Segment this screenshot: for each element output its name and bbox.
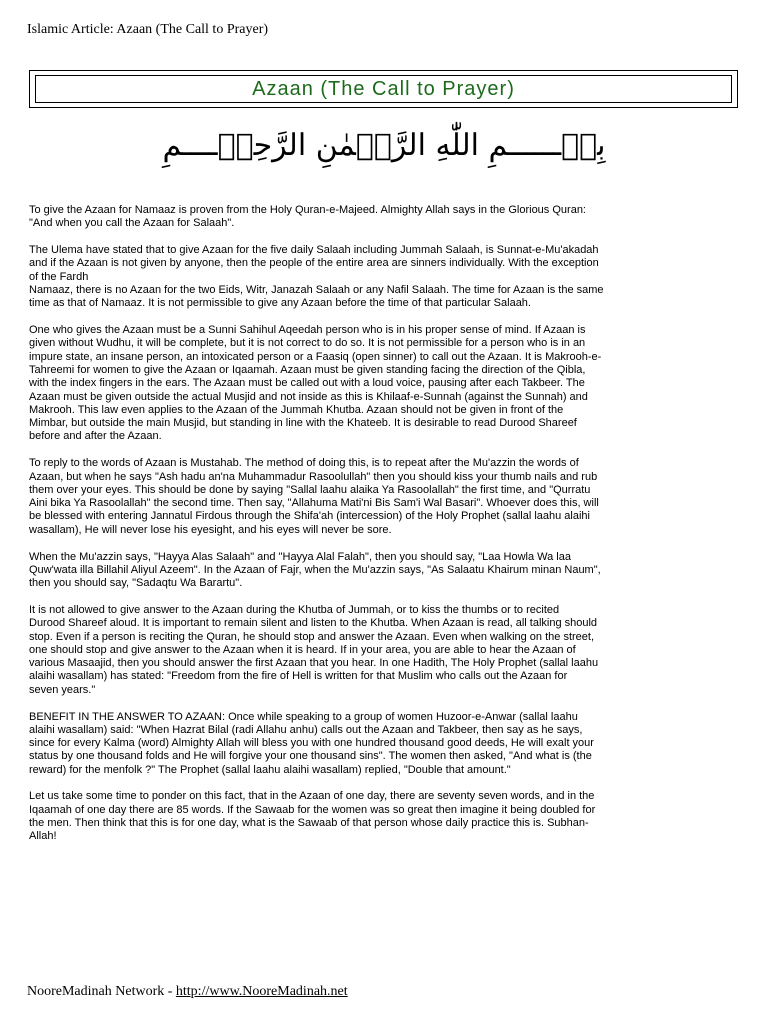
running-header: Islamic Article: Azaan (The Call to Prayer) [27, 22, 269, 37]
title-box [29, 70, 738, 108]
paragraph-4: To reply to the words of Azaan is Mustahab. The method of doing this, is to repeat after the Mu'azzin the words of Azaan, but when he says "Ash hadu an'na Muhammadur Rasoolullah" then you should kiss your thumb nails and rub them over your eyes. This should be done by saying "Sallal laahu alaika Ya Rasoolallah" the first time, and "Qurratu Aini bika Ya Rasoolallah" the second time. Then say, "Allahuma Mati'ni Bis Sam'i Wal Basari". Whoever does this, will be blessed with entering Jannatul Firdous through the Shifa'ah (intercession) of the Holy Prophet (sallal laahu alaihi wasallam), He will never lose his eyesight, and his eyes will never be sore. [29, 457, 599, 536]
paragraph-8: Let us take some time to ponder on this fact, that in the Azaan of one day, there are seventy seven words, and in the Iqaamah of one day there are 85 words. If the Sawaab for the women was so great then imagine it being doubled for the men. Then think that this is for one day, what is the Sawaab of that person whose daily practice this is. Subhan- Allah! [29, 790, 596, 843]
article-body [29, 204, 741, 857]
article-title: Azaan (The Call to Prayer) [252, 77, 515, 100]
paragraph-7 [29, 711, 741, 777]
paragraph-3: One who gives the Azaan must be a Sunni Sahihul Aqeedah person who is in his proper sense of mind. If Azaan is given without Wudhu, it will be complete, but it is not correct to do so. It is not permissible for a person who is in an impure state, an insane person, an intoxicated person or a Faasiq (open sinner) to call out the Azaan. It is Makrooh-e- Tahreemi for women to give the Azaan or Iqaamah. Azaan must be given standing facing the direction of the Qibla, with the index fingers in the ears. The Azaan must be called out with a loud voice, pausing after each Takbeer. The Azaan must be given outside the actual Musjid and not inside as this is Khilaaf-e-Sunnah (against the Sunnah) and Makrooh. This law even applies to the Azaan of the Jummah Khutba. Azaan should not be given in front of the Mimbar, but outside the main Musjid, but standing in line with the Khateeb. It is desirable to read Durood Shareef before and after the Azaan. [29, 324, 602, 443]
title-box-inner [35, 75, 732, 103]
paragraph-2: The Ulema have stated that to give Azaan for the five daily Salaah including Jummah Salaah, is Sunnat-e-Mu'akadah and if the Azaan is not given by anyone, then the people of the entire area are sinners individually. With the exception of the Fardh Namaaz, there is no Azaan for the two Eids, Witr, Janazah Salaah or any Nafil Salaah. The time for Azaan is the same time as that of Namaaz. It is not permissible to give any Azaan before the time of that particular Salaah. [29, 244, 604, 310]
footer-link[interactable]: http://www.NooreMadinah.net [175, 984, 348, 999]
footer-label: NooreMadinah Network - [27, 984, 176, 999]
paragraph-6: It is not allowed to give answer to the Azaan during the Khutba of Jummah, or to kiss the thumbs or to recited Durood Shareef aloud. It is important to remain silent and listen to the Khutba. When Azaan is read, all talking should stop. Even if a person is reciting the Quran, he should stop and answer the Azaan. Even when walking on the street, one should stop and give answer to the Azaan when it is heard. If in your area, you are able to hear the Azaan of various Masaajid, then you should answer the first Azaan that you hear. In one Hadith, The Holy Prophet (sallal laahu alaihi wasallam) has stated: "Freedom from the fire of Hell is written for that Muslim who calls out the Azaan for seven years." [29, 603, 599, 696]
paragraph-7-text: Once while speaking to a group of women Huzoor-e-Anwar (sallal laahu alaihi wasallam) said: "When Hazrat Bilal (radi Allahu anhu) calls out the Azaan and Takbeer, then say as he says, since for every Kalma (word) Almighty Allah will bless you with one hundred thousand good deeds, He will exalt your status by one thousand folds and He will forgive your one thousand sins". The women then asked, "And what is (the reward) for the menfolk ?" The Prophet (sallal laahu alaihi wasallam) replied, "Double that amount." [29, 710, 594, 776]
footer [27, 984, 348, 1000]
bismillah-calligraphy: بِسۡــــــمِ اللّٰهِ الرَّحۡمٰنِ الرَّحِيۡــــمِ [162, 128, 606, 163]
benefit-heading: BENEFIT IN THE ANSWER TO AZAAN: [29, 710, 226, 723]
paragraph-1: To give the Azaan for Namaaz is proven from the Holy Quran-e-Majeed. Almighty Allah says in the Glorious Quran: "And when you call the Azaan for Salaah". [29, 204, 586, 230]
paragraph-5: When the Mu'azzin says, "Hayya Alas Salaah" and "Hayya Alal Falah", then you should say, "Laa Howla Wa laa Quw'wata illa Billahil Aliyul Azeem". In the Azaan of Fajr, when the Mu'azzin says, "As Salaatu Khairum minan Naum", then you should say, "Sadaqtu Wa Barartu". [29, 550, 601, 590]
